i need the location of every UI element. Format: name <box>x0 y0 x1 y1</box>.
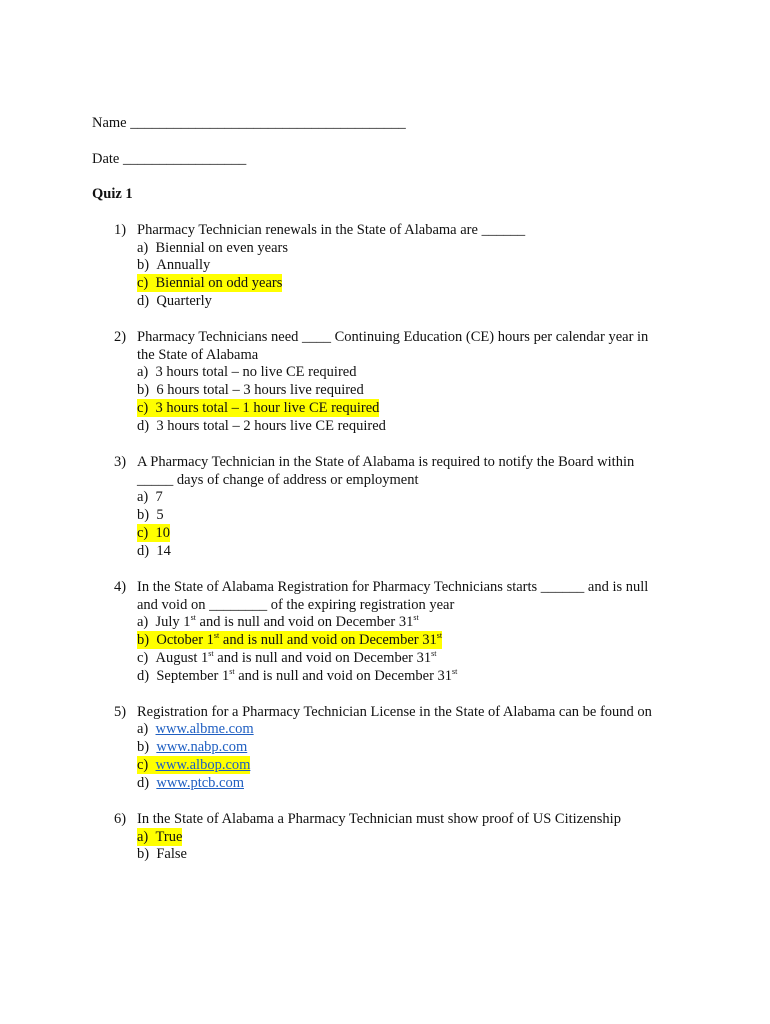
option-b: b) 5 <box>137 507 164 523</box>
option-a: a) July 1st and is null and void on December 31st <box>137 613 419 630</box>
question-text: Pharmacy Technician renewals in the State of Alabama are ______ <box>137 222 526 238</box>
option-d: d) Quarterly <box>137 293 212 309</box>
question-number: 6) <box>114 811 127 827</box>
option-d: d) www.ptcb.com <box>137 775 244 791</box>
name-field: Name ______________________________________ <box>92 115 406 131</box>
option-c-correct: c) 3 hours total – 1 hour live CE required <box>137 400 380 416</box>
question-text-cont: _____ days of change of address or employment <box>137 472 419 488</box>
option-b: b) False <box>137 846 187 862</box>
option-a: a) 7 <box>137 489 163 505</box>
option-b: b) www.nabp.com <box>137 739 248 755</box>
option-c: c) August 1st and is null and void on December 31st <box>137 649 437 666</box>
option-c-correct: c) Biennial on odd years <box>137 275 283 291</box>
quiz-title: Quiz 1 <box>92 186 133 202</box>
question-text: Registration for a Pharmacy Technician License in the State of Alabama can be found on <box>137 704 652 720</box>
question-text: A Pharmacy Technician in the State of Alabama is required to notify the Board within <box>137 454 635 470</box>
option-b-correct: b) October 1st and is null and void on December 31st <box>137 631 443 648</box>
question-number: 3) <box>114 454 127 470</box>
question-number: 2) <box>114 329 127 345</box>
question-text-cont: and void on ________ of the expiring registration year <box>137 597 455 613</box>
option-a: a) 3 hours total – no live CE required <box>137 364 357 380</box>
option-d: d) September 1st and is null and void on December 31st <box>137 667 458 684</box>
option-b: b) Annually <box>137 257 211 273</box>
link-nabp[interactable]: www.nabp.com <box>156 739 248 755</box>
question-text-cont: the State of Alabama <box>137 347 259 363</box>
question-text: In the State of Alabama a Pharmacy Technician must show proof of US Citizenship <box>137 811 621 827</box>
option-a: a) www.albme.com <box>137 721 254 737</box>
link-albme[interactable]: www.albme.com <box>155 721 254 737</box>
link-ptcb[interactable]: www.ptcb.com <box>156 775 244 791</box>
question-number: 4) <box>114 579 127 595</box>
option-b: b) 6 hours total – 3 hours live required <box>137 382 364 398</box>
option-c-correct: c) www.albop.com <box>137 757 251 773</box>
question-number: 5) <box>114 704 127 720</box>
link-albop[interactable]: www.albop.com <box>155 757 251 773</box>
question-text: Pharmacy Technicians need ____ Continuing Education (CE) hours per calendar year in <box>137 329 649 345</box>
date-field: Date _________________ <box>92 151 247 167</box>
option-c-correct: c) 10 <box>137 525 171 541</box>
option-a: a) Biennial on even years <box>137 240 288 256</box>
option-a-correct: a) True <box>137 829 183 845</box>
option-d: d) 3 hours total – 2 hours live CE required <box>137 418 386 434</box>
question-text: In the State of Alabama Registration for Pharmacy Technicians starts ______ and is null <box>137 579 649 595</box>
question-number: 1) <box>114 222 127 238</box>
option-d: d) 14 <box>137 543 171 559</box>
